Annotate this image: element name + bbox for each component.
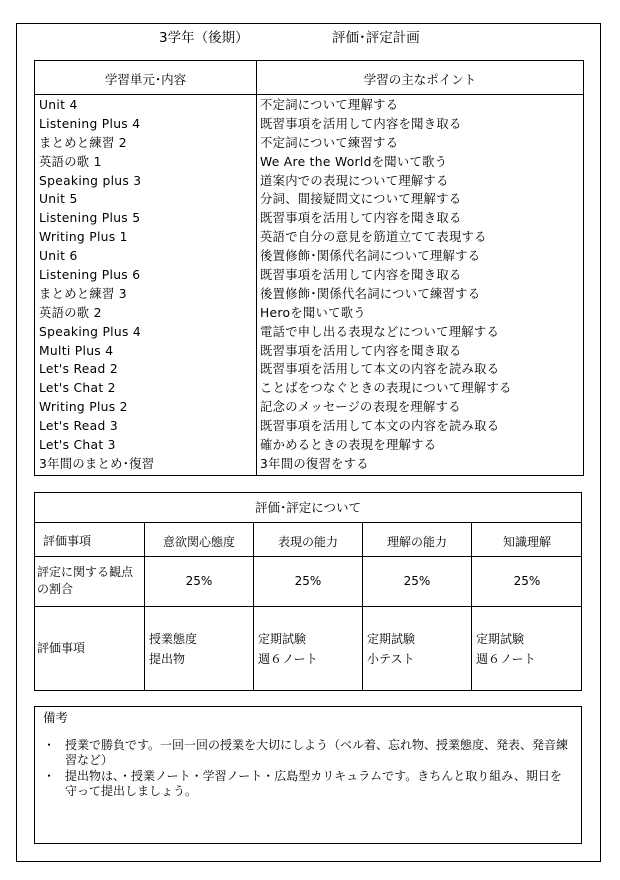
unit-row: 英語の歌 1 [39, 154, 102, 169]
unit-row: 3年間のまとめ･復習 [39, 456, 155, 471]
point-row: 分詞、間接疑問文について理解する [260, 192, 462, 207]
units-table [34, 60, 584, 476]
unit-row: Unit 4 [39, 98, 78, 112]
plan-title: 評価･評定計画 [332, 30, 420, 46]
unit-row: Listening Plus 6 [39, 268, 141, 283]
title-row [17, 24, 600, 46]
item-line: 定期試験 [367, 632, 416, 646]
unit-row: Unit 5 [39, 192, 78, 207]
units-column [39, 96, 253, 474]
items-attitude [149, 629, 197, 669]
header-points: 学習の主なポイント [363, 72, 477, 87]
ratio-understanding: 25% [403, 574, 431, 588]
point-row: 記念のメッセージの表現を理解する [260, 400, 461, 415]
point-row: 後置修飾･関係代名詞について練習する [260, 286, 481, 301]
row-label-ratio: 評定に関する観点の割合 [37, 565, 134, 596]
unit-row: Listening Plus 4 [39, 116, 141, 131]
header-knowledge: 知識理解 [502, 535, 551, 549]
evaluation-plan-sheet [16, 23, 601, 862]
evaluation-caption: 評価･評定について [35, 493, 581, 523]
evaluation-table [34, 492, 582, 691]
item-line: 定期試験 [258, 632, 307, 646]
point-row: 既習事項を活用して内容を聞き取る [260, 211, 462, 226]
grade-title: 3学年（後期） [159, 30, 249, 46]
units-table-header [35, 61, 583, 95]
header-expression: 表現の能力 [277, 535, 338, 549]
unit-row: Speaking plus 3 [39, 173, 142, 188]
point-row: 既習事項を活用して本文の内容を読み取る [260, 419, 500, 434]
point-row: 電話で申し出る表現などについて理解する [260, 324, 500, 339]
unit-row: Multi Plus 4 [39, 343, 114, 358]
item-line: 定期試験 [476, 632, 525, 646]
point-row: 道案内での表現について理解する [260, 173, 449, 188]
remarks-title: 備考 [43, 710, 69, 725]
row-label-items: 評価事項 [37, 641, 86, 655]
point-row: 不定詞について理解する [260, 98, 399, 112]
unit-row: Let's Chat 2 [39, 381, 116, 396]
remark-text: 提出物は、・授業ノート・学習ノート・広島型カリキュラムです。きちんと取り組み、期日を守って提出しましょう。 [65, 769, 562, 798]
ratio-expression: 25% [294, 574, 322, 588]
point-row: 既習事項を活用して本文の内容を読み取る [260, 362, 500, 377]
item-line: 小テスト [367, 652, 415, 666]
unit-row: まとめと練習 2 [39, 135, 127, 150]
remarks-box [34, 706, 582, 844]
unit-row: 英語の歌 2 [39, 305, 102, 320]
unit-row: Writing Plus 1 [39, 230, 128, 245]
points-column [260, 96, 582, 474]
unit-row: Speaking Plus 4 [39, 324, 142, 339]
items-knowledge [476, 629, 536, 669]
point-row: 3年間の復習をする [260, 456, 369, 471]
row-divider [35, 556, 581, 557]
bullet-icon: ・ [43, 738, 56, 752]
items-expression [258, 629, 318, 669]
point-row: 既習事項を活用して内容を聞き取る [260, 268, 462, 283]
point-row: 既習事項を活用して内容を聞き取る [260, 116, 462, 131]
point-row: We Are the Worldを聞いて歌う [260, 154, 448, 169]
unit-row: Writing Plus 2 [39, 400, 128, 415]
header-understanding: 理解の能力 [386, 535, 447, 549]
row-label-criteria: 評価事項 [43, 534, 92, 548]
point-row: ことばをつなぐときの表現について理解する [260, 381, 512, 396]
point-row: 後置修飾･関係代名詞について理解する [260, 249, 481, 264]
header-units: 学習単元･内容 [104, 72, 187, 87]
unit-row: Listening Plus 5 [39, 211, 141, 226]
items-understanding [367, 629, 415, 669]
remark-item [43, 769, 573, 799]
column-divider [256, 61, 257, 475]
remark-text: 授業で勝負です。一回一回の授業を大切にしよう（ベル着、忘れ物、授業態度、発表、発音練習など） [65, 738, 569, 767]
unit-row: Let's Chat 3 [39, 438, 116, 453]
remark-item [43, 738, 573, 768]
point-row: Heroを聞いて歌う [260, 305, 366, 320]
unit-row: まとめと練習 3 [39, 286, 127, 301]
unit-row: Let's Read 3 [39, 419, 118, 434]
point-row: 不定詞について練習する [260, 135, 399, 150]
ratio-attitude: 25% [185, 574, 213, 588]
bullet-icon: ・ [43, 769, 56, 783]
ratio-knowledge: 25% [513, 574, 541, 588]
point-row: 既習事項を活用して内容を聞き取る [260, 343, 462, 358]
item-line: 週６ノート [258, 652, 318, 666]
point-row: 英語で自分の意見を筋道立てて表現する [260, 230, 487, 245]
item-line: 週６ノート [476, 652, 536, 666]
header-attitude: 意欲関心態度 [162, 535, 235, 549]
unit-row: Let's Read 2 [39, 362, 118, 377]
item-line: 授業態度 [149, 632, 198, 646]
row-divider [35, 606, 581, 607]
item-line: 提出物 [149, 652, 186, 666]
point-row: 確かめるときの表現を理解する [260, 438, 437, 453]
unit-row: Unit 6 [39, 249, 78, 264]
